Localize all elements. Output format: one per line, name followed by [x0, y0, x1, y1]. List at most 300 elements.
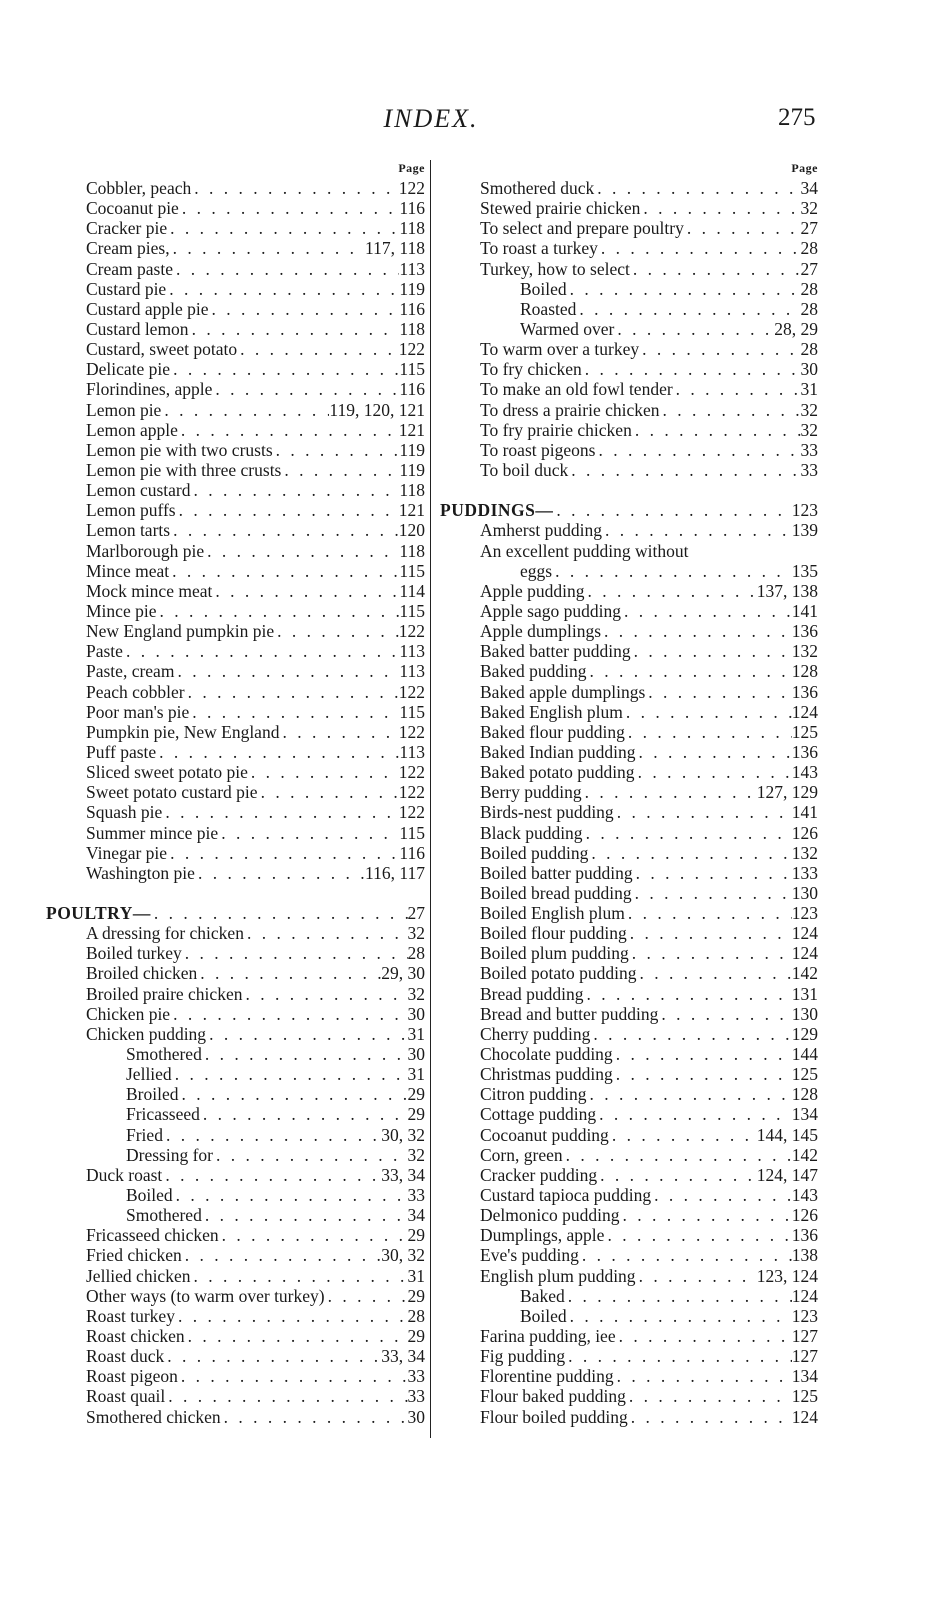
- index-entry: [86, 339, 425, 359]
- dot-leader: [594, 178, 800, 198]
- index-entry: [86, 440, 425, 460]
- index-entry-label: Broiled: [126, 1084, 179, 1105]
- index-entry-label: Mince meat: [86, 560, 170, 581]
- index-entry: [86, 1165, 425, 1185]
- index-entry-page: 30, 32: [381, 1245, 425, 1266]
- index-entry-page: 115: [399, 359, 425, 380]
- index-entry-label: Duck roast: [86, 1164, 163, 1185]
- index-entry-page: 118: [399, 218, 425, 239]
- dot-leader: [170, 238, 365, 258]
- index-entry-page: 137, 138: [756, 580, 818, 601]
- index-entry-label: Puff paste: [86, 741, 157, 762]
- index-entry: [480, 299, 818, 319]
- dot-leader: [645, 682, 791, 702]
- index-entry-label: Delicate pie: [86, 359, 171, 380]
- index-entry: [86, 782, 425, 802]
- index-entry-label: Apple dumplings: [480, 621, 602, 642]
- index-entry-page: 141: [791, 600, 818, 621]
- index-entry: [86, 460, 425, 480]
- index-entry: [86, 1064, 425, 1084]
- index-entry: [480, 1104, 818, 1124]
- dot-leader: [279, 722, 398, 742]
- index-entry-label: Mock mince meat: [86, 580, 213, 601]
- index-entry: [86, 923, 425, 943]
- dot-leader: [156, 601, 399, 621]
- index-entry: [86, 1245, 425, 1265]
- index-entry-page: 125: [791, 1386, 818, 1407]
- dot-leader: [151, 903, 408, 923]
- index-entry: [480, 661, 818, 681]
- index-entry-label: Paste: [86, 641, 123, 662]
- index-entry-page: 31: [407, 1265, 425, 1286]
- index-entry: [480, 1125, 818, 1145]
- index-entry-page: 144: [791, 1044, 818, 1065]
- index-entry-page: 133: [791, 862, 818, 883]
- index-entry-label: Chocolate pudding: [480, 1044, 613, 1065]
- dot-leader: [242, 984, 407, 1004]
- index-entry-label: Cottage pudding: [480, 1104, 597, 1125]
- index-entry: [86, 722, 425, 742]
- index-entry-label: Fricasseed: [126, 1104, 200, 1125]
- index-entry-page: 122: [398, 782, 425, 803]
- index-entry: [480, 319, 818, 339]
- index-entry-label: Broiled chicken: [86, 963, 198, 984]
- index-entry: [480, 1205, 818, 1225]
- index-entry-page: 116: [399, 298, 425, 319]
- dot-leader: [190, 480, 399, 500]
- index-entry: [480, 963, 818, 983]
- dot-leader: [588, 843, 791, 863]
- index-entry-page: 29: [407, 1084, 425, 1105]
- index-entry: [480, 520, 818, 540]
- index-entry-label: Cracker pudding: [480, 1164, 598, 1185]
- index-entry: [86, 379, 425, 399]
- index-entry-page: 121: [398, 419, 425, 440]
- index-list-left: [46, 178, 425, 1427]
- index-entry-page: 125: [791, 1064, 818, 1085]
- dot-leader: [623, 702, 792, 722]
- index-entry-page: 122: [398, 802, 425, 823]
- index-entry-label: Berry pudding: [480, 782, 582, 803]
- index-entry: [86, 1004, 425, 1024]
- index-entry-label: Roast duck: [86, 1346, 165, 1367]
- dot-leader: [162, 802, 398, 822]
- index-entry-page: 123: [791, 903, 818, 924]
- index-entry: [480, 339, 818, 359]
- index-entry-page: 27: [800, 218, 818, 239]
- index-entry: [86, 319, 425, 339]
- index-entry: [86, 1205, 425, 1225]
- dot-leader: [596, 1104, 792, 1124]
- index-entry-label: Amherst pudding: [480, 520, 603, 541]
- index-entry-page: 122: [398, 178, 425, 198]
- index-entry-page: 33: [407, 1185, 425, 1206]
- index-entry-label: New England pumpkin pie: [86, 621, 275, 642]
- index-entry: [86, 1145, 425, 1165]
- index-entry-label: Sliced sweet potato pie: [86, 762, 248, 783]
- index-entry-page: 118: [399, 540, 425, 561]
- index-entry-label: PUDDINGS—: [440, 500, 554, 521]
- index-entry: [86, 178, 425, 198]
- index-entry: [480, 359, 818, 379]
- dot-leader: [274, 621, 399, 641]
- index-entry: [480, 1266, 818, 1286]
- index-entry-label: Cream paste: [86, 258, 173, 279]
- dot-leader: [166, 279, 399, 299]
- index-entry-page: 113: [399, 661, 425, 682]
- index-entry-label: Corn, green: [480, 1144, 563, 1165]
- index-entry: [86, 1125, 425, 1145]
- dot-leader: [586, 661, 791, 681]
- dot-leader: [639, 339, 800, 359]
- index-entry-label: Citron pudding: [480, 1084, 587, 1105]
- index-entry-label: Fried: [126, 1124, 163, 1145]
- index-entry-page: 115: [399, 822, 425, 843]
- index-entry-page: 134: [791, 1366, 818, 1387]
- index-entry-page: 131: [791, 983, 818, 1004]
- index-entry: [480, 420, 818, 440]
- dot-leader: [598, 238, 801, 258]
- index-entry: [480, 621, 818, 641]
- dot-leader: [172, 1064, 408, 1084]
- index-entry-page: 29: [407, 1104, 425, 1125]
- dot-leader: [325, 1286, 408, 1306]
- index-entry: [86, 1024, 425, 1044]
- index-entry: [86, 843, 425, 863]
- index-entry-label: Apple sago pudding: [480, 600, 621, 621]
- index-entry-label: Fried chicken: [86, 1245, 182, 1266]
- index-entry: [480, 1407, 818, 1427]
- index-entry: [86, 1306, 425, 1326]
- index-entry-label: Roast pigeon: [86, 1366, 178, 1387]
- index-entry-page: 115: [399, 701, 425, 722]
- index-entry-label: Baked English plum: [480, 701, 623, 722]
- index-entry-page: 29: [407, 1285, 425, 1306]
- index-entry: [480, 1165, 818, 1185]
- index-entry-page: 119: [399, 459, 425, 480]
- dot-leader: [636, 742, 792, 762]
- index-entry: [86, 702, 425, 722]
- index-entry-page: 122: [398, 681, 425, 702]
- dot-leader: [191, 178, 399, 198]
- dot-leader: [568, 460, 800, 480]
- dot-leader: [567, 1306, 792, 1326]
- dot-leader: [161, 400, 329, 420]
- dot-leader: [658, 1004, 791, 1024]
- index-entry: [86, 1366, 425, 1386]
- index-entry-label: Warmed over: [520, 318, 615, 339]
- index-entry-label: Birds-nest pudding: [480, 802, 614, 823]
- index-entry-page: 123: [791, 500, 818, 521]
- dot-leader: [595, 440, 800, 460]
- dot-leader: [170, 520, 399, 540]
- index-entry: [480, 178, 818, 198]
- dot-leader: [156, 742, 399, 762]
- index-entry-label: Boiled English plum: [480, 903, 625, 924]
- index-entry: [86, 1407, 425, 1427]
- index-entry-page: 130: [791, 1003, 818, 1024]
- index-entry: [480, 198, 818, 218]
- dot-leader: [613, 1064, 792, 1084]
- index-entry: [86, 400, 425, 420]
- index-entry-page: 126: [791, 822, 818, 843]
- dot-leader: [164, 1346, 381, 1366]
- index-entry-page: 116, 117: [365, 862, 425, 883]
- index-entry-page: 124: [791, 1285, 818, 1306]
- index-entry-page: 116: [399, 842, 425, 863]
- index-entry-label: Florindines, apple: [86, 379, 213, 400]
- index-entry-page: 30: [407, 1406, 425, 1427]
- index-entry: [86, 802, 425, 822]
- index-entry-label: Stewed prairie chicken: [480, 198, 641, 219]
- index-entry-page: 30: [800, 359, 818, 380]
- dot-leader: [553, 500, 791, 520]
- index-entry: [86, 661, 425, 681]
- index-entry-page: 122: [398, 721, 425, 742]
- index-entry: [86, 1044, 425, 1064]
- index-entry-label: Lemon pie with two crusts: [86, 439, 273, 460]
- index-entry-page: 32: [407, 1144, 425, 1165]
- index-entry: [480, 762, 818, 782]
- index-entry-page: 113: [399, 641, 425, 662]
- index-entry-label: Broiled praire chicken: [86, 983, 243, 1004]
- dot-leader: [602, 520, 792, 540]
- index-entry-label: Jellied: [126, 1064, 172, 1085]
- index-entry-label: Flour boiled pudding: [480, 1406, 628, 1427]
- index-entry-page: 28, 29: [774, 318, 818, 339]
- index-entry: [86, 541, 425, 561]
- page-title: INDEX.: [383, 104, 479, 133]
- index-entry-page: 123: [791, 1305, 818, 1326]
- index-entry: [86, 1346, 425, 1366]
- dot-leader: [609, 1125, 757, 1145]
- index-entry-label: Baked flour pudding: [480, 721, 625, 742]
- index-entry-page: 144, 145: [756, 1124, 818, 1145]
- index-entry: [86, 742, 425, 762]
- index-entry: [480, 863, 818, 883]
- dot-leader: [202, 1205, 408, 1225]
- index-entry-page: 116: [399, 379, 425, 400]
- index-entry-page: 115: [399, 560, 425, 581]
- dot-leader: [179, 1084, 408, 1104]
- index-entry-page: 125: [791, 721, 818, 742]
- dot-leader: [169, 561, 399, 581]
- dot-leader: [552, 561, 792, 581]
- index-entry-page: 124, 147: [756, 1164, 818, 1185]
- index-entry-page: 135: [791, 560, 818, 581]
- index-entry: [480, 883, 818, 903]
- dot-leader: [162, 1165, 381, 1185]
- dot-leader: [613, 1044, 792, 1064]
- index-entry-label: Mince pie: [86, 600, 157, 621]
- index-entry: [480, 702, 818, 722]
- dot-leader: [182, 943, 408, 963]
- index-entry-page: 29, 30: [381, 963, 425, 984]
- dot-leader: [582, 782, 757, 802]
- index-entry-label: Roast quail: [86, 1386, 166, 1407]
- index-entry-label: Baked potato pudding: [480, 762, 635, 783]
- dot-leader: [584, 984, 792, 1004]
- index-entry: [480, 1286, 818, 1306]
- dot-leader: [197, 963, 381, 983]
- index-entry: [86, 984, 425, 1004]
- index-entry: [480, 742, 818, 762]
- index-entry: [480, 440, 818, 460]
- index-entry-label: Boiled batter pudding: [480, 862, 633, 883]
- index-entry-page: 118: [399, 480, 425, 501]
- index-entry: [86, 823, 425, 843]
- dot-leader: [582, 359, 801, 379]
- index-entry-label: Black pudding: [480, 822, 583, 843]
- index-entry: [480, 903, 818, 923]
- index-entry: [86, 500, 425, 520]
- index-entry-page: 129: [791, 1023, 818, 1044]
- dot-leader: [163, 1125, 381, 1145]
- index-entry-label: Delmonico pudding: [480, 1205, 620, 1226]
- index-entry: [86, 561, 425, 581]
- index-entry: [86, 601, 425, 621]
- index-entry-label: Fig pudding: [480, 1346, 566, 1367]
- dot-leader: [167, 843, 399, 863]
- dot-leader: [621, 601, 792, 621]
- index-entry-label: Jellied chicken: [86, 1265, 191, 1286]
- dot-leader: [629, 943, 792, 963]
- index-entry-label: Boiled potato pudding: [480, 963, 637, 984]
- dot-leader: [565, 1286, 792, 1306]
- index-entry-label: To make an old fowl tender: [480, 379, 673, 400]
- dot-leader: [200, 1104, 408, 1124]
- index-entry-label: Custard apple pie: [86, 298, 209, 319]
- index-entry-label: Baked Indian pudding: [480, 741, 636, 762]
- index-entry-label: Boiled flour pudding: [480, 923, 627, 944]
- dot-leader: [221, 1407, 408, 1427]
- index-entry-label: Lemon pie: [86, 399, 162, 420]
- dot-leader: [640, 198, 800, 218]
- index-entry-page: 114: [399, 580, 425, 601]
- index-entry: [86, 883, 425, 903]
- index-entry-page: 29: [407, 1225, 425, 1246]
- index-entry: [86, 1185, 425, 1205]
- dot-leader: [604, 1225, 791, 1245]
- dot-leader: [625, 903, 792, 923]
- index-entry: [86, 359, 425, 379]
- index-entry-label: Boiled turkey: [86, 943, 182, 964]
- index-entry: [480, 1326, 818, 1346]
- dot-leader: [176, 500, 399, 520]
- dot-leader: [208, 299, 399, 319]
- index-entry: [480, 984, 818, 1004]
- index-entry-page: 123, 124: [756, 1265, 818, 1286]
- index-entry-page: 28: [407, 1305, 425, 1326]
- index-entry-label: To roast a turkey: [480, 238, 598, 259]
- index-entry: [480, 581, 818, 601]
- index-entry-label: An excellent pudding without: [480, 540, 689, 561]
- index-entry-label: Paste, cream: [86, 661, 175, 682]
- index-entry: [480, 641, 818, 661]
- index-entry: [480, 541, 818, 561]
- dot-leader: [173, 1185, 408, 1205]
- index-entry: [480, 480, 818, 500]
- dot-leader: [167, 218, 399, 238]
- index-entry-page: 28: [800, 339, 818, 360]
- dot-leader: [586, 1084, 791, 1104]
- index-entry-page: 134: [791, 1104, 818, 1125]
- index-entry-page: 119, 120, 121: [329, 399, 425, 420]
- index-entry: [480, 782, 818, 802]
- dot-leader: [673, 379, 801, 399]
- index-entry-label: Baked apple dumplings: [480, 681, 646, 702]
- index-entry-label: To warm over a turkey: [480, 339, 640, 360]
- index-entry-page: 136: [791, 681, 818, 702]
- index-entry: [440, 500, 818, 521]
- index-entry-label: Other ways (to warm over turkey): [86, 1285, 325, 1306]
- index-entry-page: 121: [398, 500, 425, 521]
- index-entry: [480, 1185, 818, 1205]
- index-entry-page: 27: [407, 903, 425, 924]
- page-column-label: Page: [398, 161, 425, 175]
- dot-leader: [583, 823, 792, 843]
- dot-leader: [218, 823, 399, 843]
- index-entry: [480, 561, 818, 581]
- index-entry: [480, 1084, 818, 1104]
- dot-leader: [165, 1386, 407, 1406]
- index-entry: [86, 762, 425, 782]
- index-entry: [86, 420, 425, 440]
- index-entry-label: Vinegar pie: [86, 842, 168, 863]
- index-entry-page: 127: [791, 1326, 818, 1347]
- index-entry-page: 32: [407, 923, 425, 944]
- index-entry: [86, 963, 425, 983]
- index-entry-label: Cream pies,: [86, 238, 170, 259]
- index-entry-page: 34: [407, 1205, 425, 1226]
- index-entry-page: 119: [399, 439, 425, 460]
- index-entry-label: Baked: [520, 1285, 565, 1306]
- index-entry: [480, 400, 818, 420]
- dot-leader: [628, 1407, 792, 1427]
- index-entry-label: Boiled: [126, 1185, 173, 1206]
- dot-leader: [182, 1245, 382, 1265]
- index-entry: [86, 863, 425, 883]
- dot-leader: [185, 682, 399, 702]
- index-entry: [86, 520, 425, 540]
- dot-leader: [614, 1366, 792, 1386]
- dot-leader: [258, 782, 399, 802]
- page-header: [0, 104, 941, 136]
- index-entry-page: 113: [399, 741, 425, 762]
- index-entry-label: To select and prepare poultry: [480, 218, 684, 239]
- page-column-label: Page: [791, 161, 818, 175]
- index-entry-label: Washington pie: [86, 862, 195, 883]
- dot-leader: [185, 1326, 408, 1346]
- dot-leader: [244, 923, 408, 943]
- index-entry: [86, 1286, 425, 1306]
- index-entry-page: 136: [791, 621, 818, 642]
- index-entry-label: Poor man's pie: [86, 701, 190, 722]
- index-entry: [86, 1084, 425, 1104]
- index-entry-label: Roast chicken: [86, 1326, 185, 1347]
- index-entry: [480, 1225, 818, 1245]
- dot-leader: [632, 420, 801, 440]
- dot-leader: [237, 339, 399, 359]
- index-entry-page: 118: [399, 318, 425, 339]
- index-entry-page: 139: [791, 520, 818, 541]
- index-entry-page: 33: [800, 439, 818, 460]
- index-entry-page: 127, 129: [756, 782, 818, 803]
- index-entry-label: Roasted: [520, 298, 577, 319]
- index-entry-label: To dress a prairie chicken: [480, 399, 660, 420]
- dot-leader: [614, 319, 774, 339]
- index-entry: [480, 802, 818, 822]
